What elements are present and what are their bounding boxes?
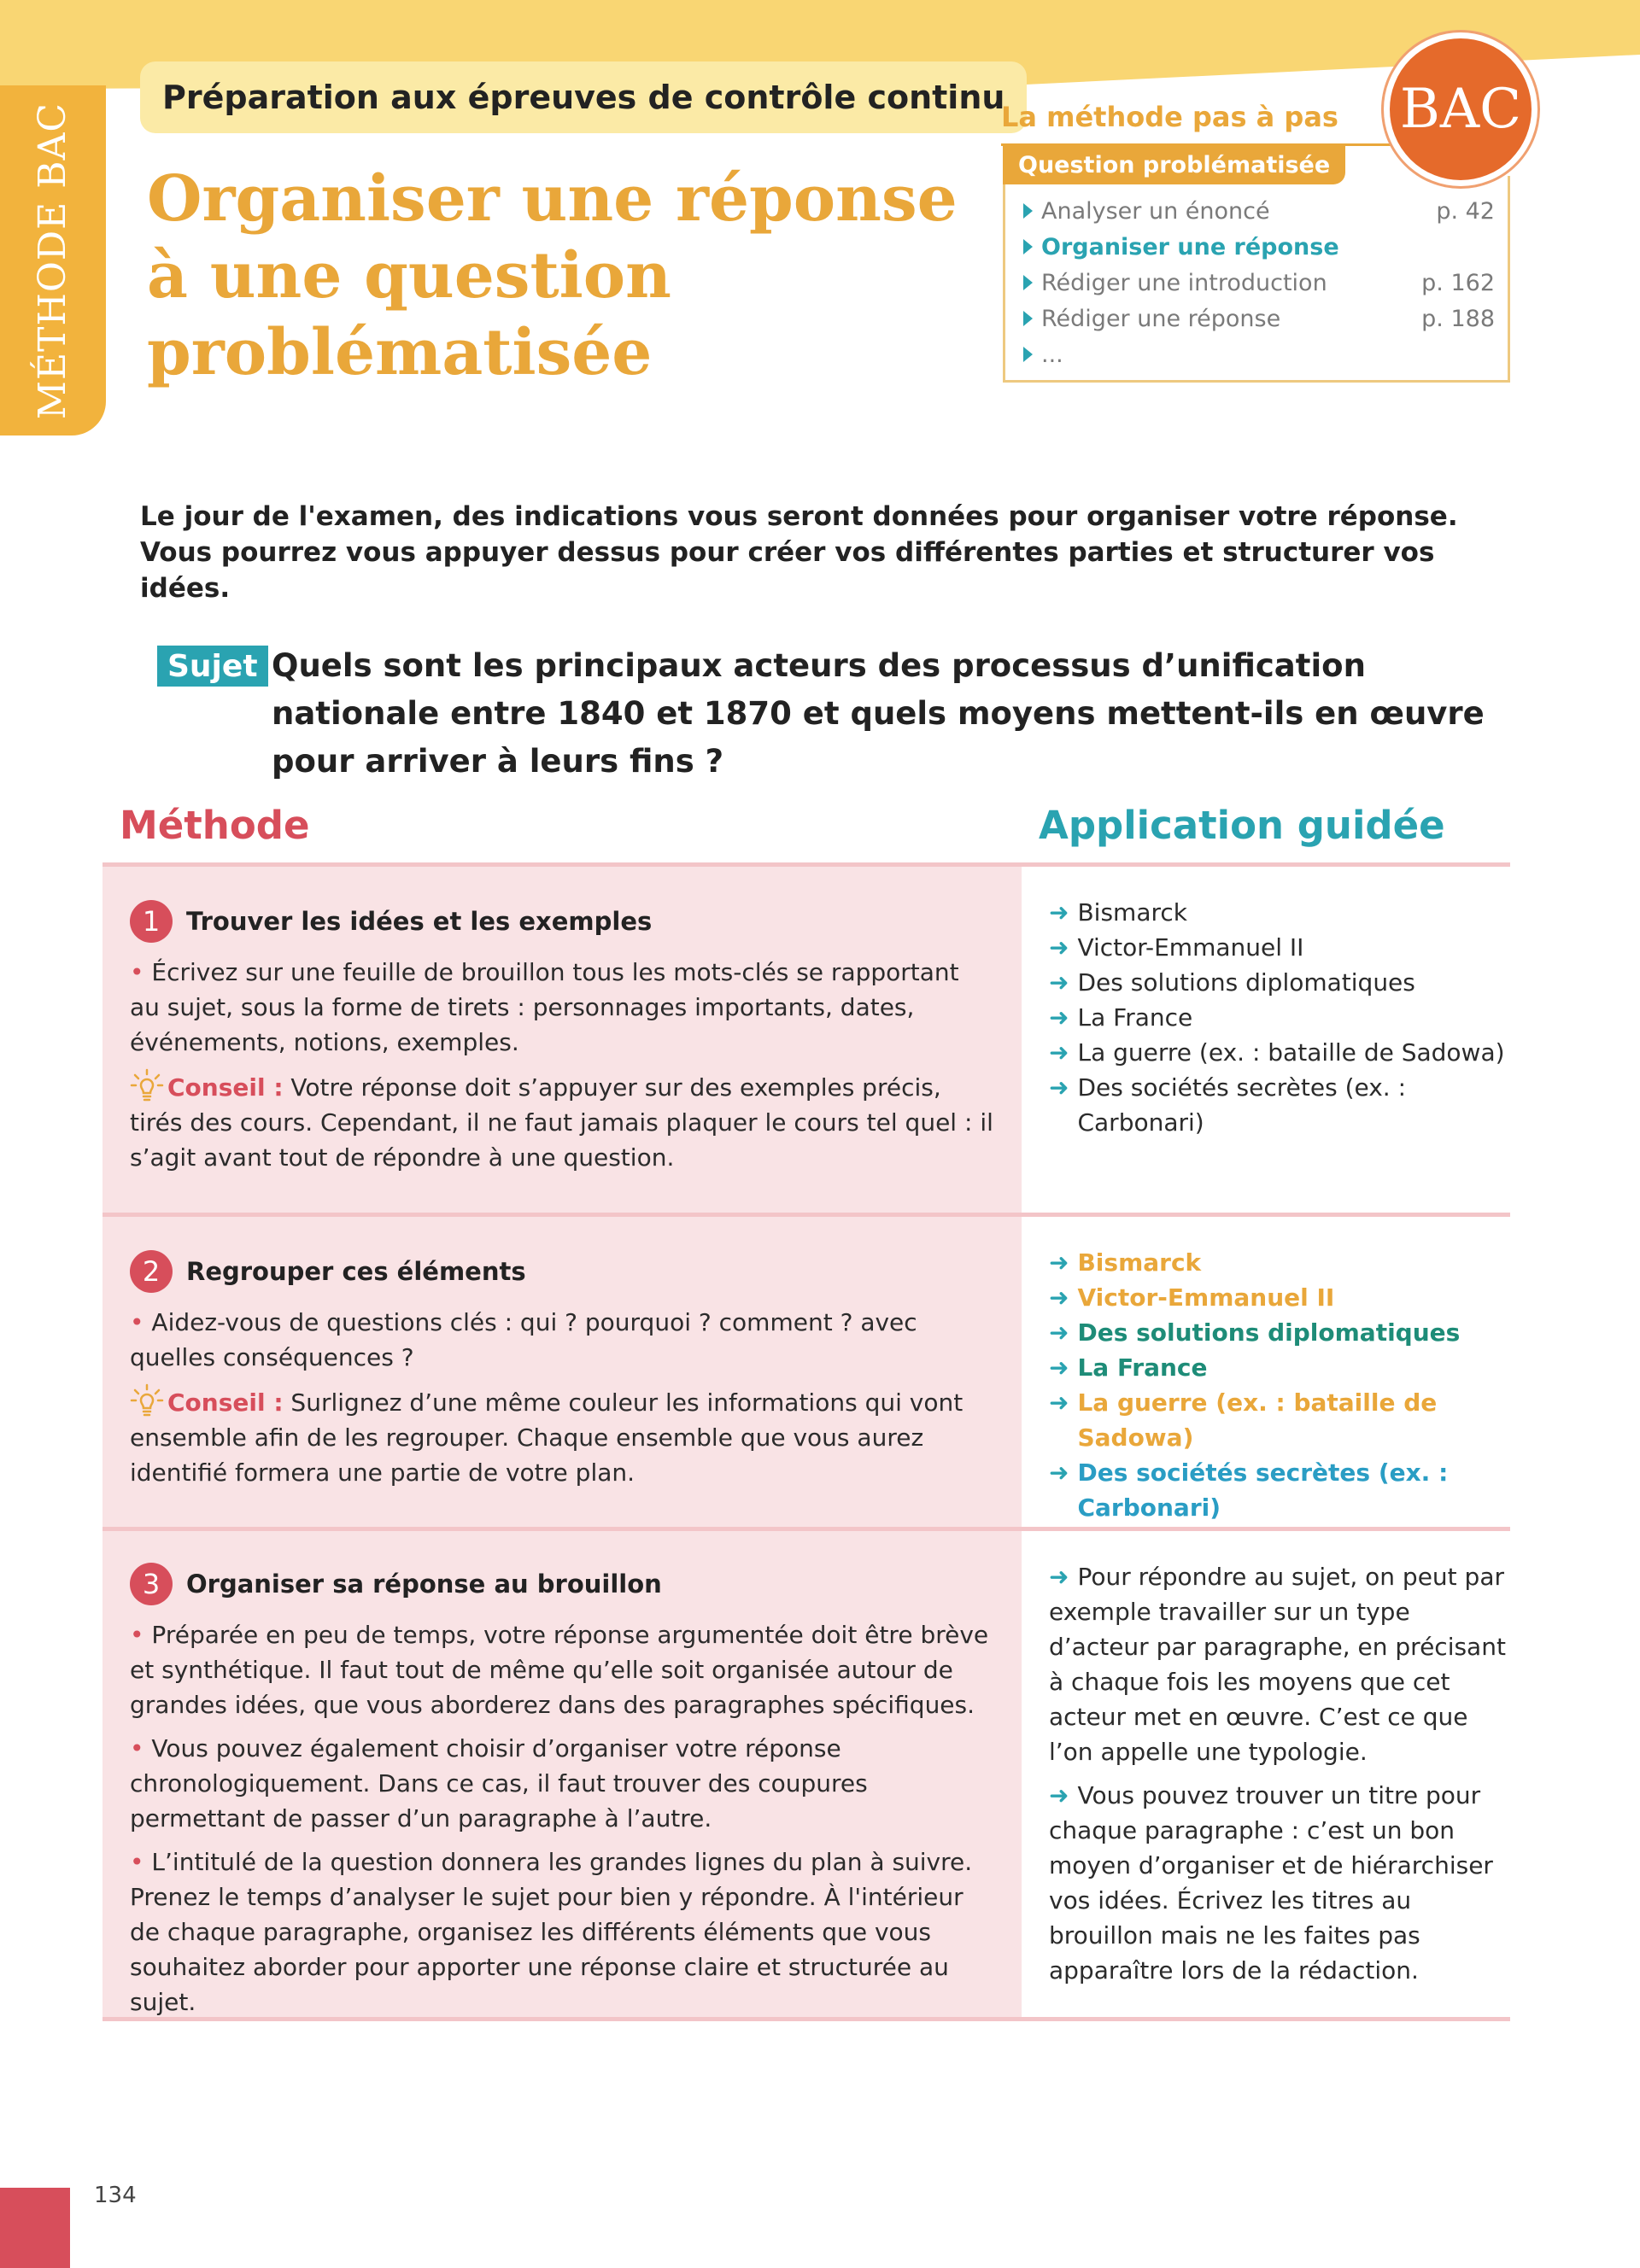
bac-badge: BAC <box>1384 32 1538 186</box>
bullet-dot-icon: • <box>130 1621 152 1649</box>
application-item <box>1049 1000 1510 1035</box>
methode-item[interactable] <box>1023 336 1495 372</box>
application-item-text: La guerre (ex. : bataille de Sadowa) <box>1077 1038 1505 1067</box>
bullet-dot-icon: • <box>130 958 152 986</box>
methode-item-label: Rédiger une réponse <box>1041 305 1281 332</box>
application-list-1 <box>1049 895 1510 1140</box>
application-item <box>1049 1280 1510 1315</box>
application-paragraph-text: Pour répondre au sujet, on peut par exemple travailler sur un type d’acteur par paragraphe, en précisant à chaque fois les moyens que cet acteur met en œuvre. C’est ce que l’on appelle une typologie. <box>1049 1563 1506 1766</box>
step-header <box>130 1250 994 1293</box>
application-list-3 <box>1049 1559 1510 1996</box>
bullet-text: Préparée en peu de temps, votre réponse argumentée doit être brève et synthétique. Il faut tout de même qu’elle soit organisée autour de grandes idées, que vous aborderez dans des paragraphes spécifiques. <box>130 1621 989 1719</box>
triangle-bullet-icon <box>1023 275 1033 290</box>
bullet-dot-icon: • <box>130 1308 152 1336</box>
methode-item-label: Analyser un énoncé <box>1041 197 1270 225</box>
bullet-text: L’intitulé de la question donnera les grandes lignes du plan à suivre. Prenez le temps d’analyser le sujet pour bien y répondre. À l'intérieur de chaque paragraphe, organisez les différents éléments que vous souhaitez aborder pour apporter une réponse claire et structurée au sujet. <box>130 1848 973 2016</box>
intro-paragraph: Le jour de l'examen, des indications vous seront données pour organiser votre réponse. Vous pourrez vous appuyer dessus pour créer vos différentes parties et structurer vos idées. <box>140 501 1458 604</box>
methode-item-label: Organiser une réponse <box>1041 233 1339 260</box>
application-item-text: Des solutions diplomatiques <box>1077 1318 1461 1347</box>
arrow-right-icon: ➜ <box>1049 968 1069 997</box>
application-item-text: Bismarck <box>1077 898 1187 926</box>
application-paragraph <box>1049 1778 1510 1988</box>
application-item <box>1049 965 1510 1000</box>
arrow-right-icon: ➜ <box>1049 1388 1069 1417</box>
triangle-bullet-icon <box>1023 239 1033 254</box>
methode-item-label: Rédiger une introduction <box>1041 269 1327 296</box>
application-item-text: Bismarck <box>1077 1248 1202 1277</box>
step-title: Regrouper ces éléments <box>186 1257 526 1286</box>
step-number: 3 <box>130 1563 173 1605</box>
arrow-right-icon: ➜ <box>1049 1038 1069 1067</box>
arrow-right-icon: ➜ <box>1049 1353 1069 1382</box>
application-item <box>1049 1035 1510 1070</box>
application-column-heading: Application guidée <box>1039 803 1445 848</box>
application-item-text: Des sociétés secrètes (ex. : Carbonari) <box>1077 1458 1449 1522</box>
methode-column-heading: Méthode <box>120 803 310 848</box>
arrow-right-icon: ➜ <box>1049 1248 1069 1277</box>
conseil-text: Surlignez d’une même couleur les informations qui vont ensemble afin de les regrouper. Chaque ensemble que vous aurez identifié formera une partie de votre plan. <box>130 1388 964 1487</box>
triangle-bullet-icon <box>1023 311 1033 326</box>
step-2 <box>130 1250 994 1499</box>
arrow-right-icon: ➜ <box>1049 1283 1069 1312</box>
step-bullet <box>130 955 994 1060</box>
step-bullet <box>130 1844 994 2020</box>
application-item-text: La France <box>1077 1003 1193 1032</box>
arrow-right-icon: ➜ <box>1049 1458 1069 1487</box>
application-item <box>1049 1455 1510 1525</box>
methode-item[interactable] <box>1023 265 1495 301</box>
application-list-2 <box>1049 1245 1510 1525</box>
application-item <box>1049 1350 1510 1385</box>
conseil-label: Conseil : <box>167 1073 284 1102</box>
bullet-text: Vous pouvez également choisir d’organiser votre réponse chronologiquement. Dans ce cas, il faut trouver des coupures permettant de passer d’un paragraphe à l’autre. <box>130 1734 868 1833</box>
step-header <box>130 1563 994 1605</box>
step-1 <box>130 900 994 1184</box>
application-item-text: La France <box>1077 1353 1208 1382</box>
arrow-right-icon: ➜ <box>1049 1073 1069 1102</box>
step-title: Organiser sa réponse au brouillon <box>186 1569 662 1599</box>
bullet-text: Aidez-vous de questions clés : qui ? pourquoi ? comment ? avec quelles conséquences ? <box>130 1308 917 1371</box>
page-title <box>147 161 984 391</box>
application-item-text: La guerre (ex. : bataille de Sadowa) <box>1077 1388 1438 1452</box>
conseil <box>130 1383 994 1490</box>
title-line: problématisée <box>147 316 653 389</box>
application-item <box>1049 895 1510 930</box>
conseil-label: Conseil : <box>167 1388 284 1417</box>
arrow-right-icon: ➜ <box>1049 1781 1069 1809</box>
methode-item-page: p. 188 <box>1421 305 1495 332</box>
bullet-text: Écrivez sur une feuille de brouillon tous les mots-clés se rapportant au sujet, sous la forme de tirets : personnages importants, dates, événements, notions, exemples. <box>130 958 959 1056</box>
application-paragraph-text: Vous pouvez trouver un titre pour chaque paragraphe : c’est un bon moyen d’organiser et de hiérarchiser vos idées. Écrivez les titres au brouillon mais ne les faites pas apparaître lors de la rédaction. <box>1049 1781 1493 1984</box>
preparation-banner: Préparation aux épreuves de contrôle continu <box>140 61 1027 133</box>
application-item-text: Victor-Emmanuel II <box>1077 933 1304 962</box>
step-3 <box>130 1563 994 2028</box>
step-title: Trouver les idées et les exemples <box>186 907 653 936</box>
application-paragraph <box>1049 1559 1510 1769</box>
application-item <box>1049 1245 1510 1280</box>
arrow-right-icon: ➜ <box>1049 1318 1069 1347</box>
application-item-text: Des sociétés secrètes (ex. : Carbonari) <box>1077 1073 1407 1137</box>
title-line: Organiser une réponse <box>147 162 958 236</box>
sujet-question: Quels sont les principaux acteurs des processus d’unification nationale entre 1840 et 1870 et quels moyens mettent-ils en œuvre pour arriver à leurs fins ? <box>272 647 1485 780</box>
lightbulb-icon <box>130 1068 164 1102</box>
application-item-text: Victor-Emmanuel II <box>1077 1283 1335 1312</box>
application-item <box>1049 1070 1510 1140</box>
triangle-bullet-icon <box>1023 203 1033 219</box>
conseil <box>130 1068 994 1175</box>
sujet-tag: Sujet <box>157 646 268 687</box>
methode-item[interactable] <box>1023 301 1495 336</box>
triangle-bullet-icon <box>1023 347 1033 362</box>
page-corner-block <box>0 2188 70 2268</box>
question-problematisee-badge: Question problématisée <box>1003 145 1345 184</box>
arrow-right-icon: ➜ <box>1049 1563 1069 1591</box>
application-item <box>1049 930 1510 965</box>
methode-pas-a-pas-heading: La méthode pas à pas <box>1001 101 1338 133</box>
step-number: 2 <box>130 1250 173 1293</box>
step-bullet <box>130 1305 994 1375</box>
methode-item-page: p. 162 <box>1421 269 1495 296</box>
bullet-dot-icon: • <box>130 1848 152 1876</box>
methode-list <box>1023 193 1495 372</box>
conseil-text: Votre réponse doit s’appuyer sur des exemples précis, tirés des cours. Cependant, il ne faut jamais plaquer le cours tel quel : il s’agit avant tout de répondre à une question. <box>130 1073 993 1172</box>
step-bullet <box>130 1617 994 1722</box>
side-tab-label-wrap <box>0 85 106 435</box>
title-line: à une question <box>147 239 671 313</box>
side-tab-label: MÉTHODE BAC <box>31 102 75 419</box>
step-bullet <box>130 1731 994 1836</box>
methode-item-page: p. 42 <box>1436 197 1495 225</box>
step-number: 1 <box>130 900 173 943</box>
arrow-right-icon: ➜ <box>1049 898 1069 926</box>
application-item <box>1049 1385 1510 1455</box>
methode-item-label: ... <box>1041 341 1063 368</box>
application-item-text: Des solutions diplomatiques <box>1077 968 1415 997</box>
step-header <box>130 900 994 943</box>
methode-item[interactable] <box>1023 193 1495 229</box>
arrow-right-icon: ➜ <box>1049 1003 1069 1032</box>
methode-item-current[interactable] <box>1023 229 1495 265</box>
application-item <box>1049 1315 1510 1350</box>
page-number: 134 <box>94 2183 137 2208</box>
bullet-dot-icon: • <box>130 1734 152 1762</box>
lightbulb-icon <box>130 1383 164 1418</box>
arrow-right-icon: ➜ <box>1049 933 1069 962</box>
